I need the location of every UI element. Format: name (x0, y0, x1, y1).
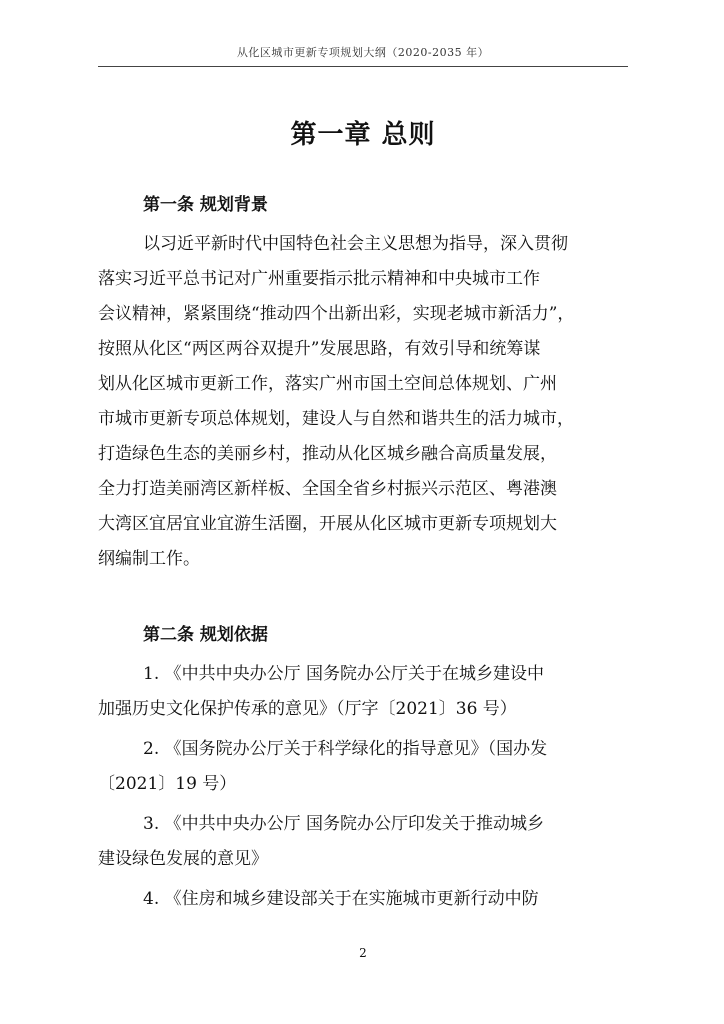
paragraph-line: 纲编制工作。 (98, 549, 200, 569)
list-item-line: 1. 《中共中央办公厅 国务院办公厅关于在城乡建设中 (143, 664, 545, 684)
list-item-line: 建设绿色发展的意见》 (98, 849, 268, 869)
paragraph-line: 全力打造美丽湾区新样板、全国全省乡村振兴示范区、粤港澳 (98, 479, 557, 499)
section-heading-background: 第一条 规划背景 (143, 195, 268, 215)
header-rule (98, 66, 628, 67)
list-item-line: 4. 《住房和城乡建设部关于在实施城市更新行动中防 (143, 889, 539, 909)
paragraph-line: 会议精神，紧紧围绕“推动四个出新出彩，实现老城市新活力”， (98, 304, 575, 324)
list-item-line: 加强历史文化保护传承的意见》（厅字〔2021〕36 号） (98, 699, 517, 719)
paragraph-line: 以习近平新时代中国特色社会主义思想为指导，深入贯彻 (143, 234, 568, 254)
paragraph-line: 落实习近平总书记对广州重要指示批示精神和中央城市工作 (98, 269, 540, 289)
chapter-title: 第一章 总则 (290, 120, 436, 150)
running-header: 从化区城市更新专项规划大纲（2020-2035 年） (236, 46, 490, 59)
list-item-line: 2. 《国务院办公厅关于科学绿化的指导意见》（国办发 (143, 739, 548, 759)
paragraph-line: 打造绿色生态的美丽乡村，推动从化区城乡融合高质量发展， (98, 444, 557, 464)
section-heading-basis: 第二条 规划依据 (143, 625, 268, 645)
list-item-line: 3. 《中共中央办公厅 国务院办公厅印发关于推动城乡 (143, 814, 545, 834)
paragraph-line: 划从化区城市更新工作，落实广州市国土空间总体规划、广州 (98, 374, 557, 394)
paragraph-line: 大湾区宜居宜业宜游生活圈，开展从化区城市更新专项规划大 (98, 514, 557, 534)
paragraph-line: 市城市更新专项总体规划，建设人与自然和谐共生的活力城市， (98, 409, 574, 429)
paragraph-line: 按照从化区“两区两谷双提升”发展思路，有效引导和统筹谋 (98, 339, 541, 359)
list-item-line: 〔2021〕19 号） (98, 774, 237, 794)
page-number: 2 (359, 946, 367, 960)
